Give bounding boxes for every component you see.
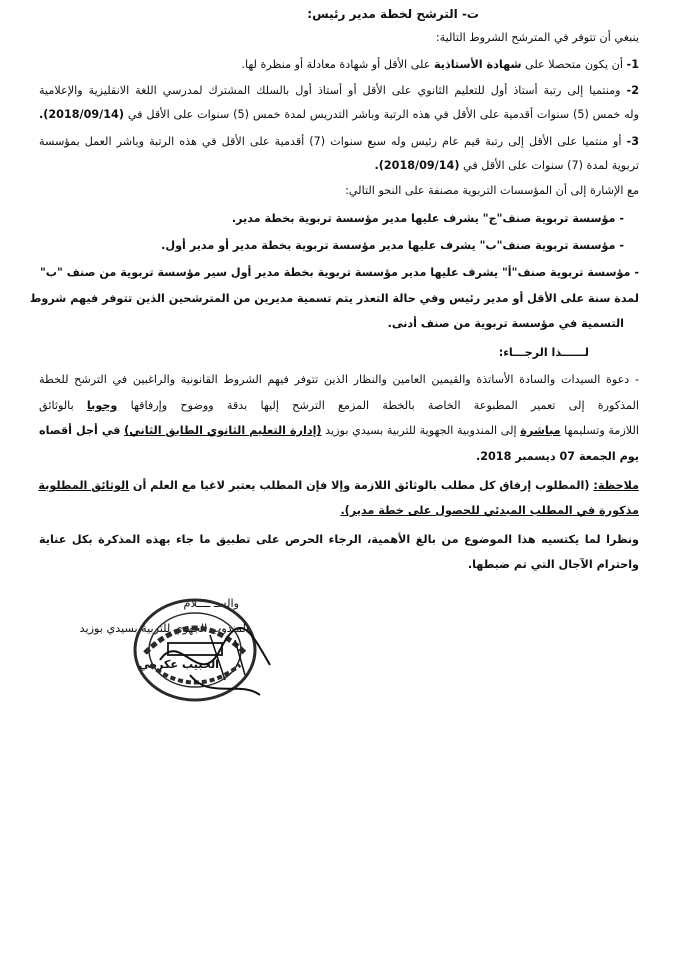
request-text-3a: اللازمة وتسليمها bbox=[564, 424, 639, 437]
condition-1-number: 1- bbox=[626, 58, 639, 71]
category-item bbox=[24, 211, 624, 227]
category-item bbox=[39, 265, 639, 281]
category-item bbox=[24, 238, 624, 254]
condition-1-pre: أن يكون متحصلا على bbox=[525, 58, 623, 71]
handwritten-signature-icon bbox=[150, 620, 290, 710]
condition-2-line-1 bbox=[39, 83, 639, 99]
condition-3-date: (2018/09/14). bbox=[374, 159, 460, 172]
signatory-title: المندوب الجهوي للتربية بسيدي بوزيد bbox=[79, 622, 249, 635]
closing-line-1: ونظرا لما يكتسيه هذا الموضوع من بالغ الأهمية، الرجاء الحرص على تطبيق ما جاء بهذه المذكرة بكل عناية bbox=[39, 533, 639, 546]
signatory-name: الحبيب عكرمي bbox=[138, 658, 219, 671]
category-a-continuation-1: لمدة سنة على الأقل أو مدير رئيس وفي حالة التعذر يتم تسمية مديرين من المترشحين الذين تتوفر فيهم شروط bbox=[29, 292, 639, 305]
category-dash: - bbox=[619, 239, 624, 252]
condition-1 bbox=[39, 57, 639, 73]
request-mandatory: وجوبا bbox=[86, 399, 118, 412]
request-text-2b: بالوثائق bbox=[39, 399, 74, 412]
condition-3-text-2: تربوية لمدة (7) سنوات على الأقل في bbox=[463, 159, 639, 172]
condition-3-line-1 bbox=[39, 134, 639, 150]
category-text: مؤسسة تربوية صنف"ج" يشرف عليها مدير مؤسسة تربوية بخطة مدير. bbox=[231, 212, 616, 225]
intro-text: ينبغي أن تتوفر في المترشح الشروط التالية: bbox=[435, 31, 639, 44]
condition-2-number: 2- bbox=[626, 84, 639, 97]
category-text: مؤسسة تربوية صنف"ب" يشرف عليها مدير مؤسسة تربوية بخطة مدير أو مدير أول. bbox=[161, 239, 616, 252]
condition-2-date: (2018/09/14). bbox=[39, 108, 124, 121]
condition-2-text-1: ومنتميا إلى رتبة أستاذ أول للتعليم الثانوي على الأقل أو أستاذ أول بالسلك المشترك لمدرسي اللغة الانقليزية والإعلامية bbox=[39, 84, 621, 97]
request-text-3b: إلى المندوبية الجهوية للتربية بسيدي بوزيد bbox=[325, 424, 517, 437]
note-line-1 bbox=[39, 478, 639, 494]
condition-1-post: على الأقل أو شهادة معادلة أو منظرة لها. bbox=[241, 58, 431, 71]
request-line-3 bbox=[39, 423, 639, 439]
category-a-continuation-2: التسمية في مؤسسة تربوية من صنف أدنى. bbox=[387, 317, 624, 330]
condition-1-bold: شهادة الأستاذية bbox=[433, 58, 522, 71]
categories-intro: مع الإشارة إلى أن المؤسسات التربوية مصنفة على النحو التالي: bbox=[345, 184, 639, 197]
request-text-3c: في أجل أقصاه bbox=[39, 424, 121, 437]
condition-2-text-2: وله خمس (5) سنوات أقدمية على الأقل في هذه الرتبة وباشر التدريس لمدة خمس (5) سنوات على الأقل في bbox=[127, 108, 639, 121]
request-line-1: - دعوة السيدات والسادة الأساتذة والقيمين العامين والنظار الذين تتوفر فيهم الشروط القانونية والراغبين في الترشح للخطة bbox=[39, 373, 639, 386]
condition-3-line-2 bbox=[39, 158, 639, 174]
condition-3-text-1: أو منتميا على الأقل إلى رتبة قيم عام رئيس وله سبع سنوات (7) أقدمية على الأقل في هذه الرتبة وباشر العمل بمؤسسة bbox=[39, 135, 622, 148]
note-required-docs: الوثائق المطلوبة bbox=[38, 479, 129, 492]
note-line-2: مذكورة في المطلب المبدئي للحصول على خطة مدير). bbox=[340, 504, 639, 517]
request-text-2a: المذكورة إلى تعمير المطبوعة الخاصة بالخطة المزمع الترشح إليها بدقة ووضوح وإرفاقها bbox=[130, 399, 640, 412]
salutation: والسـ ــــلام bbox=[183, 597, 239, 610]
request-heading: لــــــذا الرجـــاء: bbox=[498, 346, 589, 359]
section-title: ت- الترشح لخطة مدير رئيس: bbox=[307, 7, 479, 21]
closing-line-2: واحترام الآجال التي تم ضبطها. bbox=[467, 558, 639, 571]
request-office: (إدارة التعليم الثانوي الطابق الثاني) bbox=[124, 424, 322, 437]
note-label: ملاحظة: bbox=[593, 479, 639, 492]
condition-3-number: 3- bbox=[626, 135, 639, 148]
condition-2-line-2 bbox=[39, 107, 639, 123]
category-dash: - bbox=[619, 212, 624, 225]
note-text-1: (المطلوب إرفاق كل مطلب بالوثائق اللازمة وإلا فإن المطلب يعتبر لاغيا مع العلم أن bbox=[132, 479, 590, 492]
category-text: مؤسسة تربوية صنف"أ" يشرف عليها مدير مؤسسة تربوية بخطة مدير أول سير مؤسسة تربوية من صنف "ب" bbox=[39, 266, 631, 279]
request-line-2 bbox=[39, 398, 639, 414]
request-deadline: يوم الجمعة 07 ديسمبر 2018. bbox=[475, 450, 639, 463]
category-dash: - bbox=[634, 266, 639, 279]
request-directly: مباشرة bbox=[520, 424, 561, 437]
